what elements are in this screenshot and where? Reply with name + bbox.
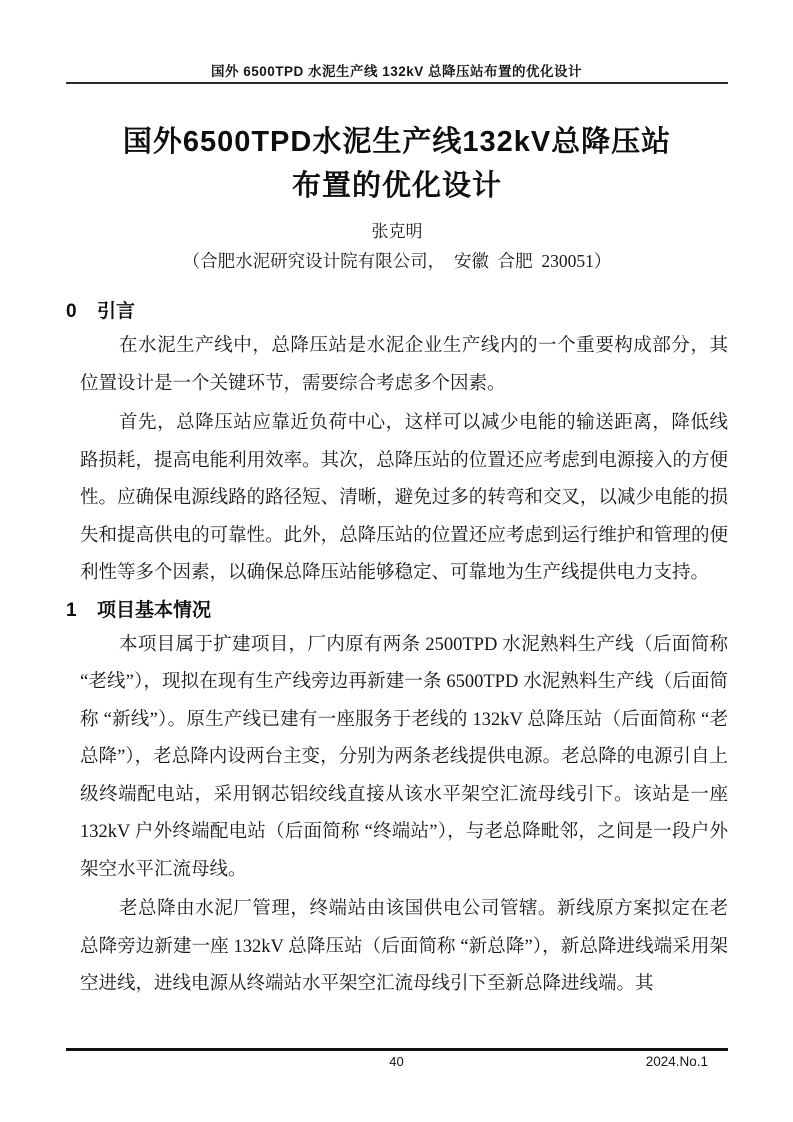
title-line-1: 国外6500TPD水泥生产线132kV总降压站 [122, 126, 672, 158]
article-title [66, 120, 728, 208]
running-header: 国外 6500TPD 水泥生产线 132kV 总降压站布置的优化设计 [210, 64, 583, 79]
title-line-2: 布置的优化设计 [291, 170, 502, 202]
paragraph: 在水泥生产线中，总降压站是水泥企业生产线内的一个重要构成部分，其位置设计是一个关键环节，需要综合考虑多个因素。 [80, 336, 728, 394]
paragraph: 本项目属于扩建项目，厂内原有两条 2500TPD 水泥熟料生产线（后面简称 “老线”），现拟在现有生产线旁边再新建一条 6500TPD 水泥熟料生产线（后面简称 “新线”）。原生产线已建有一座服务于老线的 132kV 总降压站（后面简称 “老总降”），老总降内设两台主变，分别为两条老线提供电源。老总降的电源引自上级终端配电站，采用钢芯铝绞线直接从该水平架空汇流母线引下。该站是一座 132kV 户外终端配电站（后面简称 “终端站”），与老总降毗邻，之间是一段户外架空水平汇流母线。 [80, 634, 728, 880]
section-number: 0 [66, 301, 77, 322]
issue-label: 2024.No.1 [645, 1054, 708, 1069]
paragraph: 老总降由水泥厂管理，终端站由该国供电公司管辖。新线原方案拟定在老总降旁边新建一座 132kV 总降压站（后面简称 “新总降”），新总降进线端采用架空进线，进线电源从终端站水平架空汇流母线引下至新总降进线端。其 [80, 899, 728, 994]
section-heading-1 [66, 597, 728, 625]
section-heading-text: 引言 [97, 301, 136, 322]
author-name: 张克明 [371, 222, 423, 241]
affiliation: （合肥水泥研究设计院有限公司， 安徽 合肥 230051） [182, 251, 612, 271]
footer-rule [66, 1048, 728, 1051]
page-number: 40 [389, 1054, 404, 1069]
article-content [66, 120, 728, 1004]
section-heading-text: 项目基本情况 [97, 599, 212, 621]
header-rule [66, 82, 728, 84]
section-heading-0 [66, 298, 728, 326]
section-number: 1 [66, 599, 77, 621]
paragraph: 首先，总降压站应靠近负荷中心，这样可以减少电能的输送距离，降低线路损耗，提高电能利用效率。其次，总降压站的位置还应考虑到电源接入的方便性。应确保电源线路的路径短、清晰，避免过多的转弯和交叉，以减少电能的损失和提高供电的可靠性。此外，总降压站的位置还应考虑到运行维护和管理的便利性等多个因素，以确保总降压站能够稳定、可靠地为生产线提供电力支持。 [80, 413, 728, 583]
